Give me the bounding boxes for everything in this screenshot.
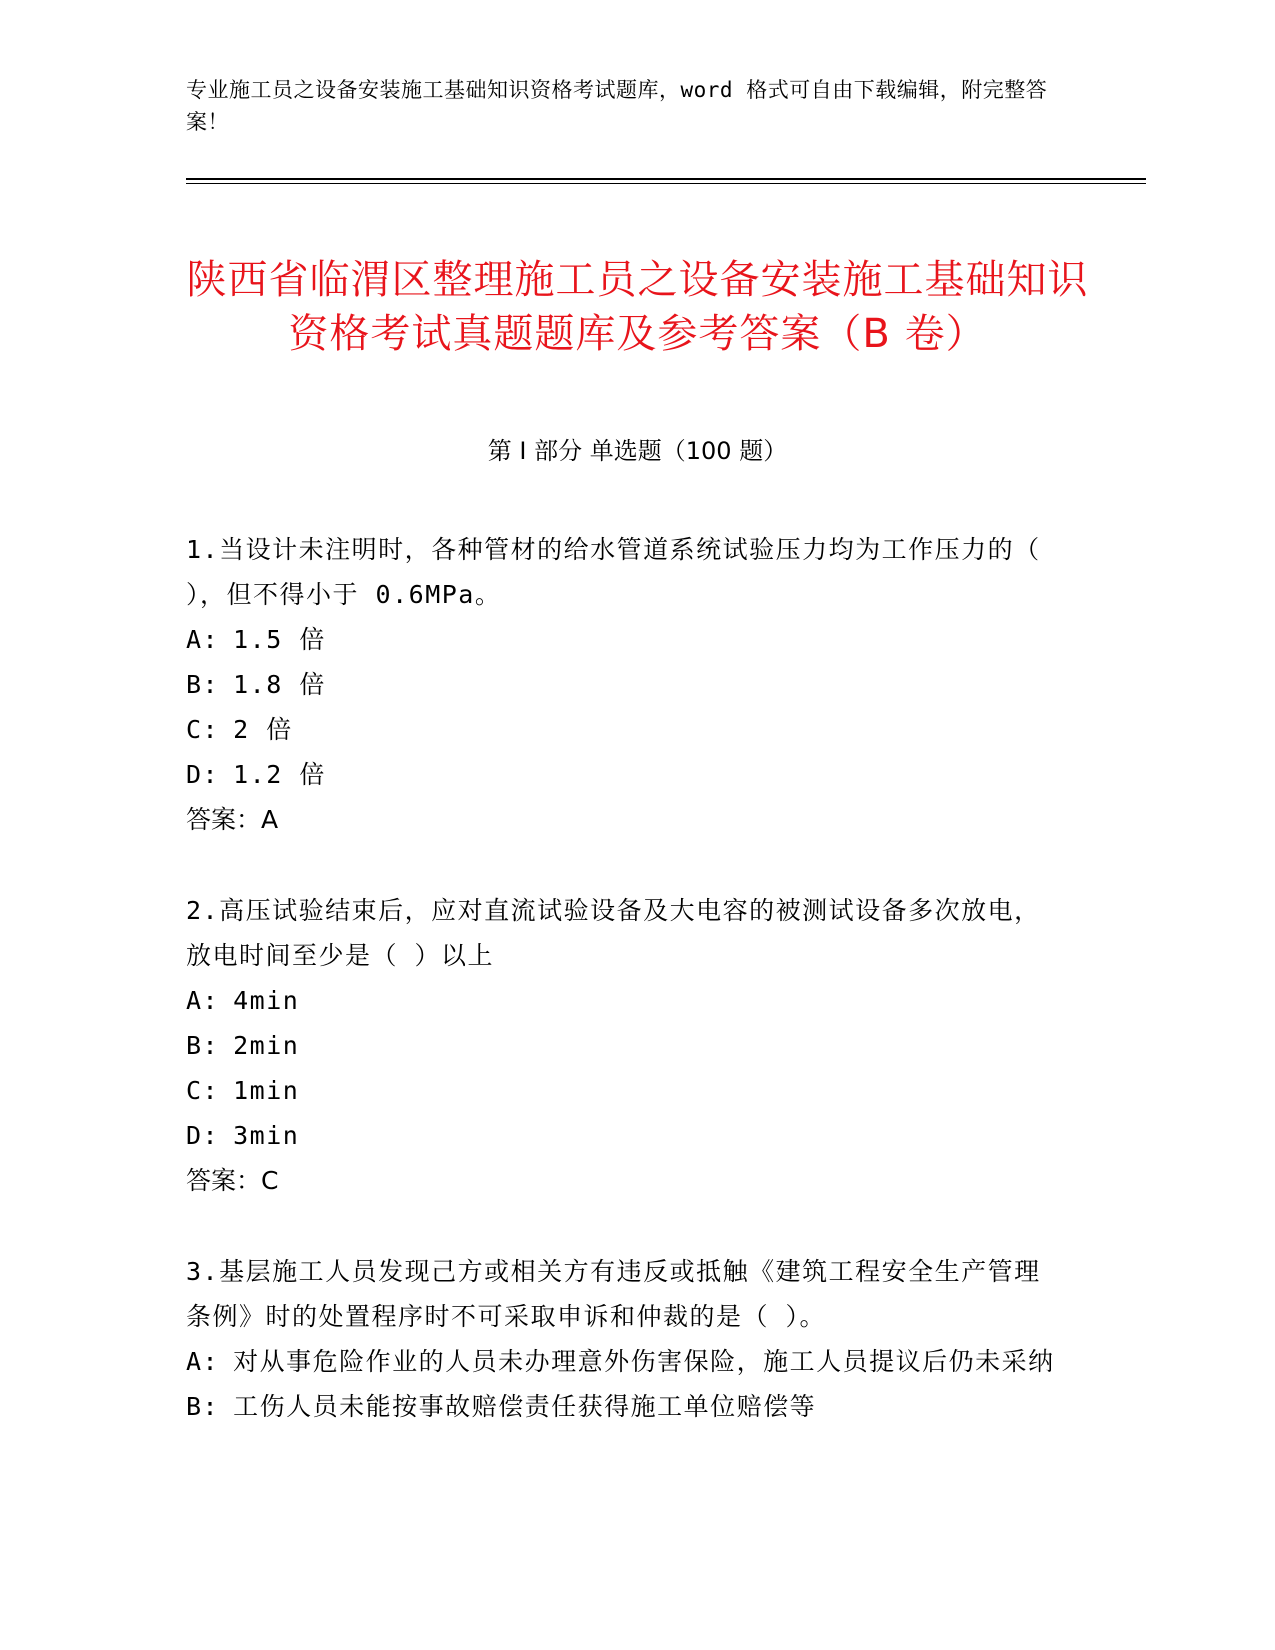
option-text: 2min	[233, 1031, 300, 1060]
header-divider-thick	[186, 178, 1146, 180]
option-text: 工伤人员未能按事故赔偿责任获得施工单位赔偿等	[233, 1392, 817, 1421]
option-letter: A:	[186, 986, 220, 1015]
option-d	[186, 1113, 1066, 1158]
header-divider-thin	[186, 183, 1146, 184]
question-stem: 3.基层施工人员发现己方或相关方有违反或抵触《建筑工程安全生产管理条例》时的处置程序时不可采取申诉和仲裁的是（ ）。	[186, 1257, 1041, 1331]
section-heading: 第 I 部分 单选题（100 题）	[487, 437, 788, 465]
option-c	[186, 707, 1066, 752]
option-b	[186, 662, 1066, 707]
question-1	[186, 527, 1066, 842]
option-letter: D:	[186, 760, 220, 789]
option-b	[186, 1023, 1066, 1068]
option-text: 3min	[233, 1121, 300, 1150]
document-title: 陕西省临渭区整理施工员之设备安装施工基础知识资格考试真题题库及参考答案（B 卷）	[186, 256, 1089, 357]
option-text: 1.2 倍	[233, 760, 326, 789]
option-letter: A:	[186, 625, 220, 654]
answer-line: 答案：A	[186, 805, 279, 834]
question-stem: 2.高压试验结束后，应对直流试验设备及大电容的被测试设备多次放电，放电时间至少是（ ）以上	[186, 896, 1041, 970]
question-stem: 1.当设计未注明时，各种管材的给水管道系统试验压力均为工作压力的（ ），但不得小于 0.6MPa。	[186, 535, 1041, 609]
option-text: 4min	[233, 986, 300, 1015]
option-letter: B:	[186, 1392, 220, 1421]
option-c	[186, 1068, 1066, 1113]
option-letter: B:	[186, 1031, 220, 1060]
option-text: 1min	[233, 1076, 300, 1105]
option-letter: C:	[186, 715, 220, 744]
option-text: 1.8 倍	[233, 670, 326, 699]
option-letter: A:	[186, 1347, 220, 1376]
header-note: 专业施工员之设备安装施工基础知识资格考试题库，word 格式可自由下载编辑，附完整答案！	[186, 78, 1048, 134]
question-2	[186, 888, 1066, 1203]
question-3	[186, 1249, 1066, 1429]
question-list	[186, 527, 1066, 1475]
option-a	[186, 978, 1066, 1023]
option-letter: B:	[186, 670, 220, 699]
option-text: 对从事危险作业的人员未办理意外伤害保险，施工人员提议后仍未采纳	[233, 1347, 1055, 1376]
option-letter: D:	[186, 1121, 220, 1150]
option-d	[186, 752, 1066, 797]
option-text: 2 倍	[233, 715, 293, 744]
option-a	[186, 617, 1066, 662]
option-letter: C:	[186, 1076, 220, 1105]
answer-line: 答案：C	[186, 1166, 279, 1195]
option-a	[186, 1339, 1066, 1384]
option-text: 1.5 倍	[233, 625, 326, 654]
option-b	[186, 1384, 1066, 1429]
